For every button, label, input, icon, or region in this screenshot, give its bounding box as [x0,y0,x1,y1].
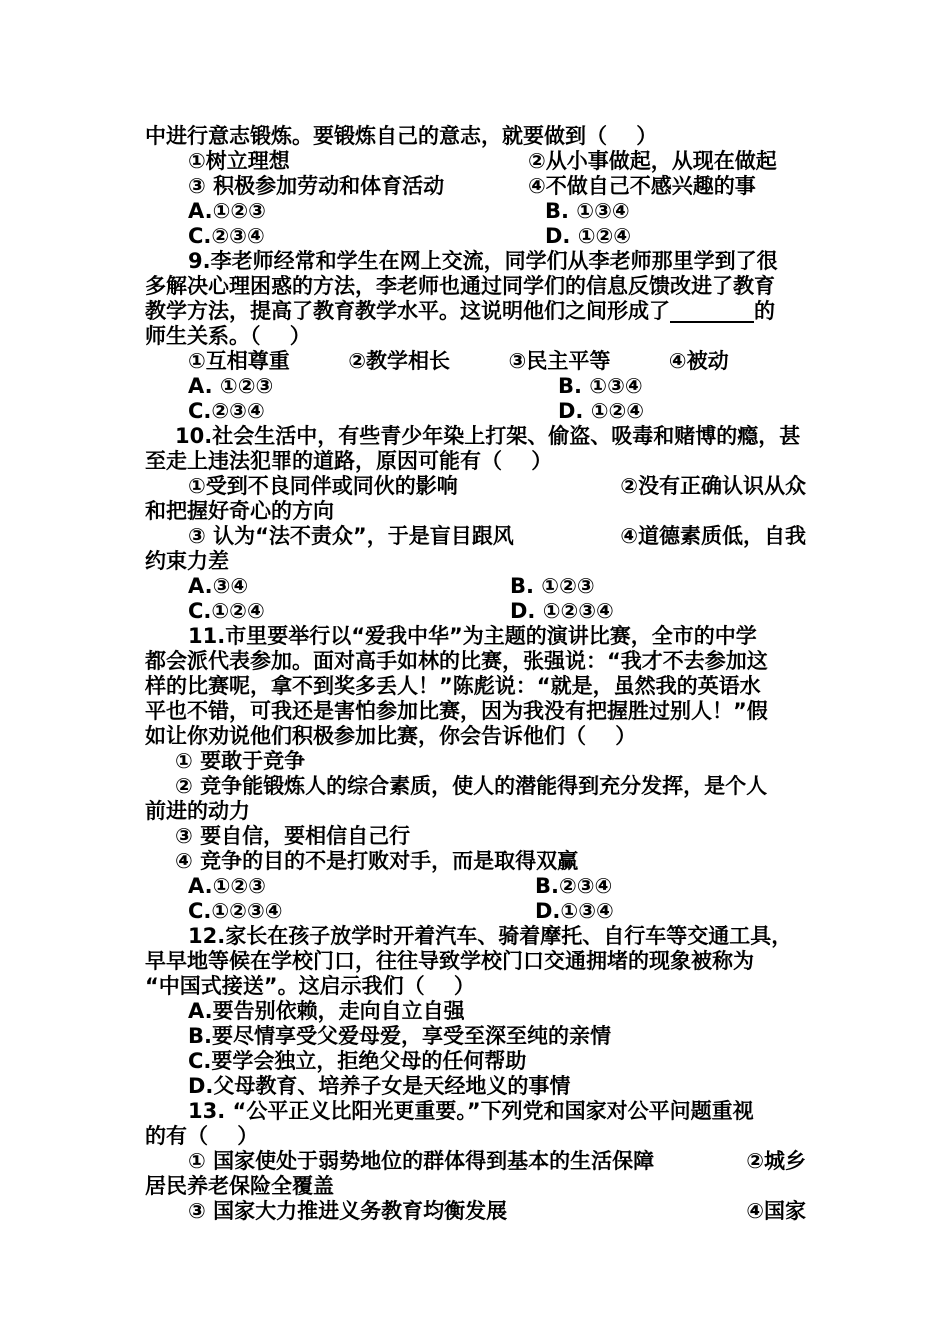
q12-stem-line-3: “中国式接送”。这启示我们（ ） [145,974,475,998]
q13-option-3: ③ 国家大力推进义务教育均衡发展 [188,1199,508,1223]
q8-choice-a: A.①②③ [188,199,266,223]
q10-option-2: ②没有正确认识从众 [620,474,806,498]
q9-choice-a: A. ①②③ [188,374,274,398]
q11-option-2-cont: 前进的动力 [145,799,250,823]
q8-option-4: ④不做自己不感兴趣的事 [528,174,756,198]
q11-option-2: ② 竞争能锻炼人的综合素质，使人的潜能得到充分发挥，是个人 [175,774,768,798]
q10-stem-line-2: 至走上违法犯罪的道路，原因可能有（ ） [145,449,553,473]
q11-option-1: ① 要敢于竞争 [175,749,306,773]
q10-option-4: ④道德素质低，自我 [620,524,806,548]
q8-choice-c: C.②③④ [188,224,265,248]
q11-stem-line-1: 11.市里要举行以“爱我中华”为主题的演讲比赛，全市的中学 [188,624,757,648]
q8-stem: 中进行意志锻炼。要锻炼自己的意志，就要做到（ ） [145,124,658,148]
q8-option-1: ①树立理想 [188,149,290,173]
q12-choice-d: D.父母教育、培养子女是天经地义的事情 [188,1074,571,1098]
q10-choice-d: D. ①②③④ [510,599,614,623]
q11-stem-line-3: 样的比赛呢，拿不到奖多丢人！”陈彪说：“就是，虽然我的英语水 [145,674,761,698]
q11-option-4: ④ 竞争的目的不是打败对手，而是取得双赢 [175,849,579,873]
q11-choice-b: B.②③④ [535,874,613,898]
q10-option-2-cont: 和把握好奇心的方向 [145,499,334,523]
q11-stem-line-2: 都会派代表参加。面对高手如林的比赛，张强说：“我才不去参加这 [145,649,768,673]
q13-stem-line-1: 13. “公平正义比阳光更重要。”下列党和国家对公平问题重视 [188,1099,754,1123]
q13-option-1: ① 国家使处于弱势地位的群体得到基本的生活保障 [188,1149,655,1173]
q13-option-2-cont: 居民养老保险全覆盖 [145,1174,334,1198]
q11-choice-d: D.①③④ [535,899,614,923]
q9-stem-line-1: 9.李老师经常和学生在网上交流，同学们从李老师那里学到了很 [188,249,778,273]
q9-stem-line-2: 多解决心理困惑的方法，李老师也通过同学们的信息反馈改进了教育 [145,274,775,298]
q12-choice-a: A.要告别依赖，走向自立自强 [188,999,465,1023]
q8-choice-d: D. ①②④ [545,224,632,248]
q10-choice-b: B. ①②③ [510,574,595,598]
q12-stem-line-1: 12.家长在孩子放学时开着汽车、骑着摩托、自行车等交通工具， [188,924,793,948]
q8-choice-b: B. ①③④ [545,199,630,223]
q10-stem-line-1: 10.社会生活中，有些青少年染上打架、偷盗、吸毒和赌博的瘾，甚 [175,424,801,448]
q9-choice-c: C.②③④ [188,399,265,423]
q10-choice-a: A.③④ [188,574,249,598]
q10-option-1: ①受到不良同伴或同伙的影响 [188,474,458,498]
q13-option-4: ④国家 [746,1199,806,1223]
q8-option-3: ③ 积极参加劳动和体育活动 [188,174,445,198]
q9-stem-line-3: 教学方法，提高了教育教学水平。这说明他们之间形成了________的 [145,299,775,323]
q12-choice-b: B.要尽情享受父爱母爱，享受至深至纯的亲情 [188,1024,611,1048]
q10-option-4-cont: 约束力差 [145,549,229,573]
q9-options: ①互相尊重 ②教学相长 ③民主平等 ④被动 [188,349,729,373]
q12-stem-line-2: 早早地等候在学校门口，往往导致学校门口交通拥堵的现象被称为 [145,949,754,973]
q11-stem-line-4: 平也不错，可我还是害怕参加比赛，因为我没有把握胜过别人！”假 [145,699,768,723]
q11-choice-a: A.①②③ [188,874,266,898]
q11-choice-c: C.①②③④ [188,899,283,923]
q13-option-2: ②城乡 [746,1149,806,1173]
q10-choice-c: C.①②④ [188,599,265,623]
q11-option-3: ③ 要自信，要相信自己行 [175,824,411,848]
q9-choice-d: D. ①②④ [558,399,645,423]
q10-option-3: ③ 认为“法不责众”，于是盲目跟风 [188,524,514,548]
q9-choice-b: B. ①③④ [558,374,643,398]
q12-choice-c: C.要学会独立，拒绝父母的任何帮助 [188,1049,527,1073]
q13-stem-line-2: 的有（ ） [145,1124,259,1148]
q8-option-2: ②从小事做起，从现在做起 [528,149,777,173]
q11-stem-line-5: 如让你劝说他们积极参加比赛，你会告诉他们（ ） [145,724,637,748]
q9-stem-line-4: 师生关系。（ ） [145,324,311,348]
